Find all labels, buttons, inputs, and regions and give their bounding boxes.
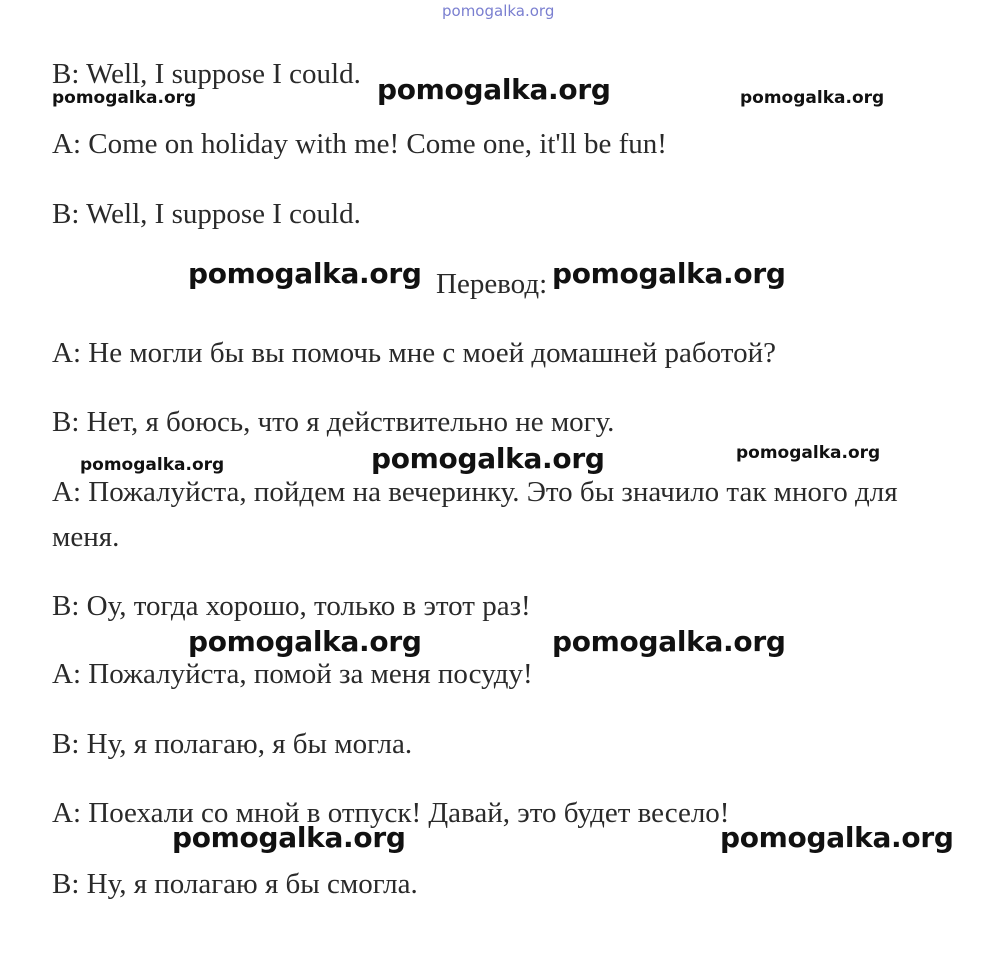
- watermark: pomogalka.org: [720, 821, 954, 854]
- dialogue-line-en-2: A: Come on holiday with me! Come one, it'll be fun!: [52, 128, 667, 160]
- watermark: pomogalka.org: [377, 73, 611, 106]
- watermark: pomogalka.org: [52, 88, 197, 108]
- translation-line-8: A: Поехали со мной в отпуск! Давай, это будет весело!: [52, 797, 730, 829]
- translation-line-7: B: Ну, я полагаю, я бы могла.: [52, 728, 413, 760]
- translation-line-4: меня.: [52, 521, 120, 553]
- translation-line-1: A: Не могли бы вы помочь мне с моей домашней работой?: [52, 337, 776, 369]
- watermark: pomogalka.org: [552, 625, 786, 658]
- header-site-link[interactable]: pomogalka.org: [442, 2, 555, 20]
- dialogue-line-en-1: B: Well, I suppose I could.: [52, 58, 361, 90]
- watermark: pomogalka.org: [80, 455, 225, 475]
- translation-heading: Перевод:: [436, 268, 548, 300]
- watermark: pomogalka.org: [740, 88, 885, 108]
- watermark: pomogalka.org: [736, 443, 881, 463]
- watermark: pomogalka.org: [172, 821, 406, 854]
- translation-line-5: B: Оу, тогда хорошо, только в этот раз!: [52, 590, 531, 622]
- translation-line-2: B: Нет, я боюсь, что я действительно не могу.: [52, 406, 615, 438]
- watermark: pomogalka.org: [371, 442, 605, 475]
- translation-line-3: A: Пожалуйста, пойдем на вечеринку. Это бы значило так много для: [52, 476, 898, 508]
- watermark: pomogalka.org: [188, 257, 422, 290]
- translation-line-6: A: Пожалуйста, помой за меня посуду!: [52, 658, 533, 690]
- watermark: pomogalka.org: [188, 625, 422, 658]
- dialogue-line-en-3: B: Well, I suppose I could.: [52, 198, 361, 230]
- watermark: pomogalka.org: [552, 257, 786, 290]
- translation-line-9: B: Ну, я полагаю я бы смогла.: [52, 868, 418, 900]
